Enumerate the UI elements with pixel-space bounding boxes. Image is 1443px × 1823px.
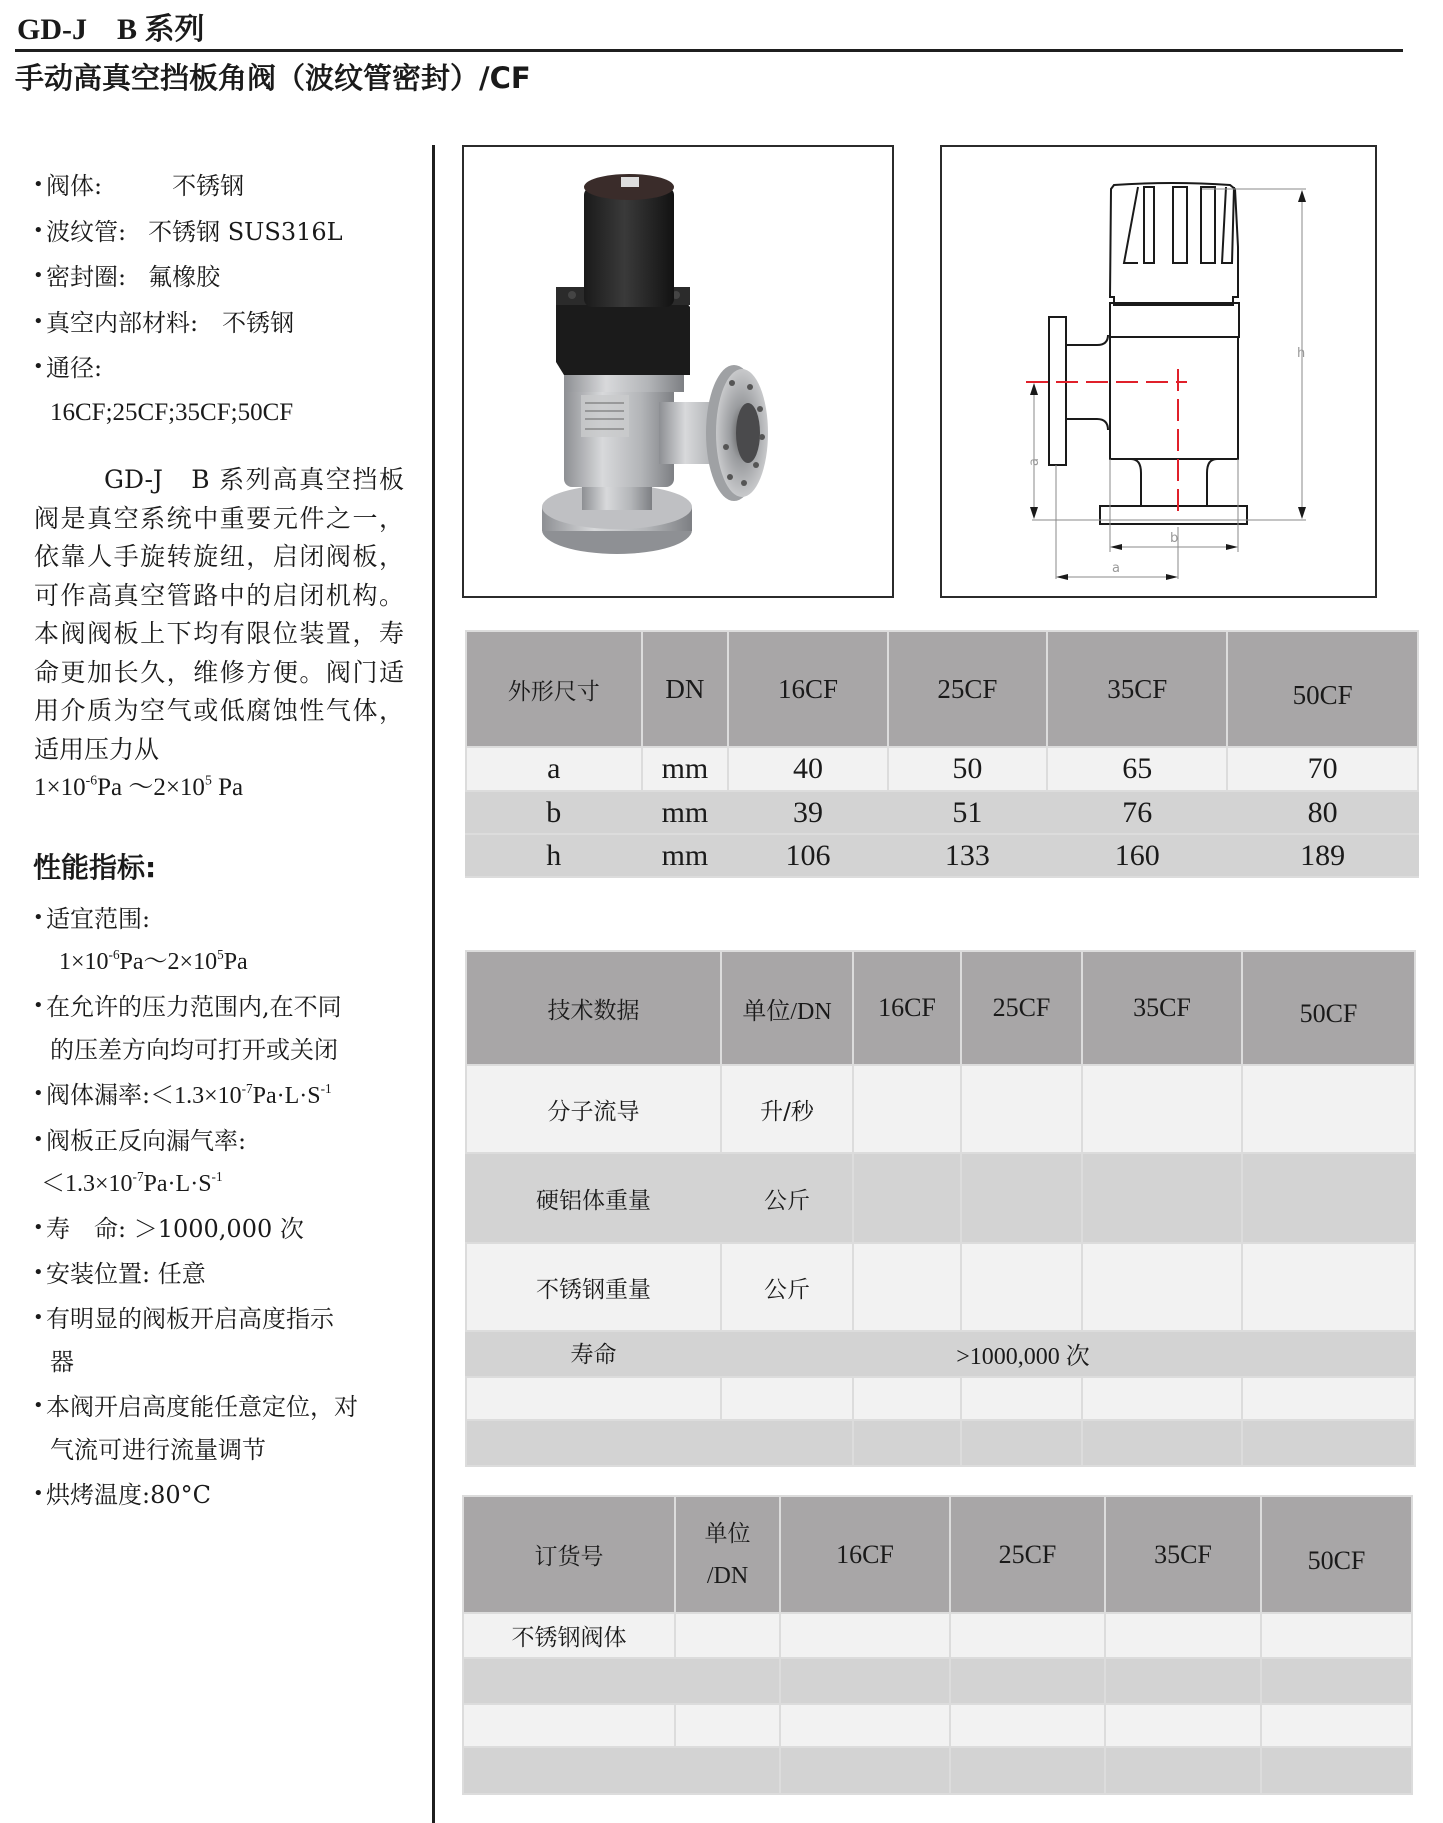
table-cell bbox=[1242, 1420, 1415, 1466]
header-cell: 25CF bbox=[888, 631, 1047, 747]
perf-label: 阀板正反向漏气率: bbox=[46, 1127, 247, 1155]
table-cell bbox=[853, 1243, 961, 1331]
table-cell: 39 bbox=[728, 791, 887, 834]
table-row bbox=[466, 747, 1418, 791]
table-cell bbox=[675, 1747, 780, 1794]
material-value: 不锈钢 SUS316L bbox=[148, 217, 343, 246]
bullet-icon: • bbox=[33, 356, 44, 377]
material-item-body bbox=[33, 163, 428, 209]
table-cell: 公斤 bbox=[721, 1243, 853, 1331]
material-item-vacuum-internals bbox=[33, 300, 428, 346]
table-row bbox=[466, 1377, 1415, 1420]
header-cell-unit bbox=[675, 1496, 780, 1613]
table-cell bbox=[1105, 1613, 1261, 1658]
bullet-icon: • bbox=[33, 1307, 44, 1328]
range-exp-min: -6 bbox=[108, 947, 120, 963]
material-item-seal bbox=[33, 254, 428, 300]
bore-sizes: 16CF;25CF;35CF;50CF bbox=[50, 398, 294, 426]
table-row bbox=[463, 1704, 1412, 1747]
product-photo bbox=[462, 145, 894, 598]
perf-item-mounting bbox=[33, 1251, 428, 1296]
bullet-icon: • bbox=[33, 174, 44, 195]
table-cell: 公斤 bbox=[721, 1153, 853, 1243]
table-cell bbox=[1261, 1747, 1412, 1794]
perf-label: 适宜范围: bbox=[46, 905, 151, 933]
table-cell bbox=[961, 1153, 1082, 1243]
header-cell: 35CF bbox=[1047, 631, 1227, 747]
header-cell: DN bbox=[642, 631, 729, 747]
perf-text: 寿 命: ＞1000,000 次 bbox=[46, 1215, 304, 1243]
perf-item-body-leak bbox=[33, 1072, 428, 1118]
bullet-icon: • bbox=[33, 1395, 44, 1416]
material-label: 波纹管: bbox=[46, 217, 127, 246]
table-row bbox=[466, 1065, 1415, 1153]
table-cell: 硬铝体重量 bbox=[466, 1153, 721, 1243]
perf-text: 在允许的压力范围内,在不同 bbox=[46, 993, 342, 1021]
leak-exp: -7 bbox=[241, 1081, 253, 1097]
table-cell bbox=[1242, 1065, 1415, 1153]
table-row bbox=[466, 1243, 1415, 1331]
table-cell bbox=[780, 1704, 950, 1747]
table-row bbox=[466, 834, 1418, 877]
perf-text-cont: 的压差方向均可打开或关闭 bbox=[50, 1036, 338, 1064]
table-cell bbox=[961, 1065, 1082, 1153]
perf-text: 烘烤温度:80°C bbox=[46, 1481, 211, 1509]
table-cell bbox=[780, 1658, 950, 1704]
order-header-row bbox=[463, 1496, 1412, 1613]
header-cell: 16CF bbox=[853, 951, 961, 1065]
table-cell: 分子流导 bbox=[466, 1065, 721, 1153]
table-cell: 65 bbox=[1047, 747, 1227, 791]
product-description bbox=[34, 461, 404, 808]
technical-drawing bbox=[940, 145, 1377, 598]
header-cell: 订货号 bbox=[463, 1496, 675, 1613]
table-cell bbox=[950, 1658, 1105, 1704]
product-subtitle: 手动高真空挡板角阀（波纹管密封）/CF bbox=[15, 61, 531, 95]
lifetime-label: 寿命 bbox=[466, 1331, 721, 1377]
range-exp-max: 5 bbox=[217, 947, 224, 963]
material-label: 通径: bbox=[46, 354, 103, 382]
material-label: 阀体: bbox=[46, 172, 103, 200]
table-cell bbox=[721, 1420, 853, 1466]
bullet-icon: • bbox=[33, 1083, 44, 1104]
perf-item-plate-leak bbox=[33, 1118, 428, 1163]
leak-unit-exp: -1 bbox=[211, 1169, 223, 1185]
leak-rate-value bbox=[150, 1083, 332, 1109]
table-cell bbox=[1261, 1704, 1412, 1747]
pressure-range bbox=[34, 769, 404, 808]
table-cell bbox=[1242, 1377, 1415, 1420]
table-cell: 106 bbox=[728, 834, 887, 877]
table-cell: 76 bbox=[1047, 791, 1227, 834]
table-cell bbox=[950, 1747, 1105, 1794]
dn-line: /DN bbox=[706, 1562, 749, 1589]
perf-text: 本阀开启高度能任意定位，对 bbox=[46, 1393, 358, 1421]
table-cell bbox=[675, 1613, 780, 1658]
table-cell bbox=[1082, 1153, 1242, 1243]
header-cell: 外形尺寸 bbox=[466, 631, 642, 747]
bullet-icon: • bbox=[33, 907, 44, 928]
table-cell bbox=[780, 1613, 950, 1658]
table-cell bbox=[853, 1377, 961, 1420]
table-cell bbox=[675, 1704, 780, 1747]
table-cell bbox=[853, 1153, 961, 1243]
table-cell bbox=[721, 1377, 853, 1420]
perf-item-positioning bbox=[33, 1384, 428, 1429]
tech-header-row bbox=[466, 951, 1415, 1065]
table-cell bbox=[1082, 1243, 1242, 1331]
valve-photo-illustration bbox=[464, 147, 892, 596]
bullet-icon: • bbox=[33, 1217, 44, 1238]
performance-heading: 性能指标: bbox=[33, 851, 157, 884]
table-cell bbox=[1261, 1613, 1412, 1658]
table-cell bbox=[1082, 1420, 1242, 1466]
table-cell bbox=[853, 1065, 961, 1153]
table-cell bbox=[1261, 1658, 1412, 1704]
table-row bbox=[463, 1747, 1412, 1794]
table-cell bbox=[1105, 1658, 1261, 1704]
unit-line: 单位 bbox=[704, 1520, 751, 1547]
table-cell bbox=[1105, 1704, 1261, 1747]
header-cell: 50CF bbox=[1261, 1496, 1412, 1613]
table-cell bbox=[1082, 1065, 1242, 1153]
table-cell bbox=[961, 1420, 1082, 1466]
bullet-icon: • bbox=[33, 1129, 44, 1150]
table-cell: 189 bbox=[1227, 834, 1418, 877]
lifetime-row bbox=[466, 1331, 1415, 1377]
performance-list bbox=[33, 896, 428, 1517]
range-prefix: 1×10 bbox=[59, 949, 109, 975]
table-cell bbox=[466, 1420, 721, 1466]
materials-list bbox=[33, 163, 428, 434]
bullet-icon: • bbox=[33, 265, 44, 286]
table-cell bbox=[950, 1704, 1105, 1747]
header-cell: 25CF bbox=[950, 1496, 1105, 1613]
range-prefix: 1×10 bbox=[34, 774, 86, 801]
header-cell: 35CF bbox=[1082, 951, 1242, 1065]
table-row bbox=[463, 1613, 1412, 1658]
range-exp-min: -6 bbox=[85, 772, 98, 788]
material-item-bellows bbox=[33, 209, 428, 255]
table-cell bbox=[950, 1613, 1105, 1658]
leak-unit: Pa·L·S bbox=[252, 1083, 321, 1109]
table-cell: 升/秒 bbox=[721, 1065, 853, 1153]
table-cell: b bbox=[466, 791, 642, 834]
table-cell bbox=[466, 1377, 721, 1420]
leak-prefix: ＜1.3×10 bbox=[150, 1083, 242, 1109]
table-cell bbox=[463, 1747, 675, 1794]
table-cell bbox=[961, 1377, 1082, 1420]
table-cell bbox=[853, 1420, 961, 1466]
table-cell: mm bbox=[642, 747, 729, 791]
table-cell: h bbox=[466, 834, 642, 877]
dim-label-a-horizontal: a bbox=[1112, 561, 1120, 576]
dim-label-a-vertical: a bbox=[1027, 458, 1042, 466]
lifetime-value: >1000,000 次 bbox=[721, 1331, 1415, 1377]
bullet-icon: • bbox=[33, 1483, 44, 1504]
range-suffix: Pa bbox=[223, 949, 248, 975]
perf-item-range bbox=[33, 896, 428, 941]
perf-item-bidirectional bbox=[33, 984, 428, 1029]
table-cell bbox=[780, 1747, 950, 1794]
header-cell: 35CF bbox=[1105, 1496, 1261, 1613]
range-mid: Pa～2×10 bbox=[119, 949, 218, 975]
material-value: 不锈钢 bbox=[172, 172, 245, 200]
material-label: 真空内部材料: bbox=[46, 308, 199, 337]
dimensions-table bbox=[465, 630, 1419, 878]
header-cell: 单位/DN bbox=[721, 951, 853, 1065]
perf-range-value bbox=[33, 941, 428, 984]
table-cell: mm bbox=[642, 791, 729, 834]
material-item-bore bbox=[33, 345, 428, 391]
valve-dimension-drawing bbox=[942, 147, 1375, 596]
perf-label: 阀体漏率: bbox=[46, 1081, 151, 1109]
header-cell: 50CF bbox=[1242, 951, 1415, 1065]
leak-unit: Pa·L·S bbox=[143, 1171, 212, 1197]
table-cell bbox=[961, 1243, 1082, 1331]
dim-label-h: h bbox=[1297, 346, 1306, 361]
table-cell: 133 bbox=[888, 834, 1047, 877]
table-cell: 80 bbox=[1227, 791, 1418, 834]
header-cell: 50CF bbox=[1227, 631, 1418, 747]
bullet-icon: • bbox=[33, 310, 44, 332]
dimensions-header-row bbox=[466, 631, 1418, 747]
header-cell: 25CF bbox=[961, 951, 1082, 1065]
table-cell bbox=[1082, 1377, 1242, 1420]
perf-text-cont: 器 bbox=[50, 1348, 74, 1376]
range-suffix: Pa bbox=[211, 774, 244, 801]
table-cell bbox=[463, 1658, 675, 1704]
perf-text: 有明显的阀板开启高度指示 bbox=[46, 1305, 334, 1333]
series-title: GD-J B 系列 bbox=[17, 13, 205, 46]
bullet-icon: • bbox=[33, 995, 44, 1016]
table-row bbox=[466, 1420, 1415, 1466]
order-number-table bbox=[462, 1495, 1413, 1795]
description-text: GD-J B 系列高真空挡板阀是真空系统中重要元件之一，依靠人手旋转旋纽，启闭阀板，可作高真空管路中的启闭机构。本阀阀板上下均有限位装置，寿命更加长久，维修方便。阀门适用介质为空气或低腐蚀性气体，适用压力从 bbox=[34, 465, 404, 764]
header-cell: 16CF bbox=[780, 1496, 950, 1613]
column-divider bbox=[432, 145, 435, 1823]
table-cell: 160 bbox=[1047, 834, 1227, 877]
bullet-icon: • bbox=[33, 1262, 44, 1283]
leak-exp: -7 bbox=[132, 1169, 144, 1185]
material-value: 不锈钢 bbox=[222, 308, 295, 337]
technical-data-table bbox=[465, 950, 1416, 1467]
range-mid: Pa ～2×10 bbox=[97, 774, 205, 801]
material-label: 密封圈: bbox=[46, 263, 127, 291]
table-cell bbox=[1105, 1747, 1261, 1794]
range-exp-max: 5 bbox=[204, 772, 212, 788]
table-row bbox=[463, 1658, 1412, 1704]
perf-text-cont: 气流可进行流量调节 bbox=[50, 1436, 266, 1464]
table-cell: a bbox=[466, 747, 642, 791]
table-cell: 70 bbox=[1227, 747, 1418, 791]
perf-item-lifetime bbox=[33, 1206, 428, 1251]
table-cell: 不锈钢阀体 bbox=[463, 1613, 675, 1658]
table-cell: mm bbox=[642, 834, 729, 877]
leak-unit-exp: -1 bbox=[320, 1081, 332, 1097]
table-row bbox=[466, 1153, 1415, 1243]
material-value: 氟橡胶 bbox=[148, 263, 221, 291]
header-cell: 16CF bbox=[728, 631, 887, 747]
table-cell bbox=[1242, 1153, 1415, 1243]
table-row bbox=[466, 791, 1418, 834]
title-underline bbox=[15, 49, 1403, 52]
perf-item-indicator bbox=[33, 1296, 428, 1341]
table-cell bbox=[1242, 1243, 1415, 1331]
table-cell: 不锈钢重量 bbox=[466, 1243, 721, 1331]
dim-label-b: b bbox=[1170, 531, 1179, 546]
perf-plate-leak-value bbox=[33, 1163, 428, 1206]
header-cell: 技术数据 bbox=[466, 951, 721, 1065]
leak-prefix: ＜1.3×10 bbox=[41, 1171, 133, 1197]
perf-text: 安装位置: 任意 bbox=[46, 1260, 206, 1288]
table-cell: 51 bbox=[888, 791, 1047, 834]
table-cell bbox=[463, 1704, 675, 1747]
table-cell: 50 bbox=[888, 747, 1047, 791]
bullet-icon: • bbox=[33, 219, 44, 241]
perf-item-bakeout bbox=[33, 1472, 428, 1517]
table-cell bbox=[675, 1658, 780, 1704]
table-cell: 40 bbox=[728, 747, 887, 791]
